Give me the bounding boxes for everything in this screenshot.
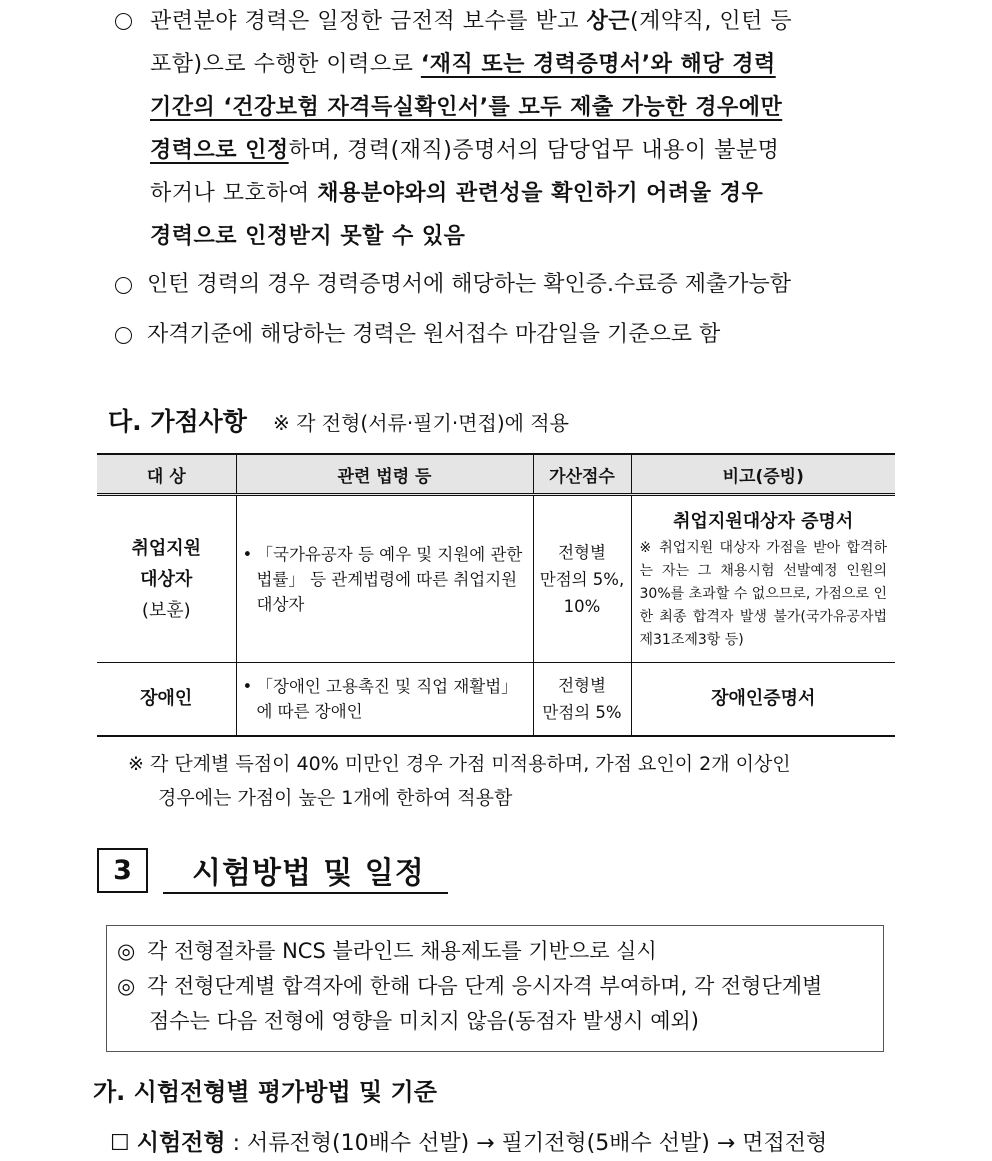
header-score: 가산점수 xyxy=(533,454,631,495)
para-line-4: 경력으로 인정하며, 경력(재직)증명서의 담당업무 내용이 불분명 xyxy=(150,138,780,163)
para-line-6: 경력으로 인정받지 못할 수 있음 xyxy=(150,224,466,249)
qualification-date-note: 자격기준에 해당하는 경력은 원서접수 마감일을 기준으로 함 xyxy=(147,322,721,347)
score-cell: 전형별 만점의 5% xyxy=(533,663,631,736)
title-underline xyxy=(163,892,448,894)
checkbox-square-icon: ☐ xyxy=(110,1131,130,1156)
notice-item: ◎ 각 전형단계별 합격자에 한해 다음 단계 응시자격 부여하며, 각 전형단계별 xyxy=(117,969,883,1004)
exam-steps: : 서류전형(10배수 선발) → 필기전형(5배수 선발) → 면접전형 xyxy=(225,1131,828,1156)
header-target: 대 상 xyxy=(97,454,236,495)
law-cell: • 「국가유공자 등 예우 및 지원에 관한 법률」 등 관계법령에 따른 취업지원 대상자 xyxy=(236,495,533,663)
bonus-heading xyxy=(108,402,569,438)
bonus-table xyxy=(97,453,895,737)
target-cell: 취업지원 대상자 (보훈) xyxy=(97,495,236,663)
intern-career-note: 인턴 경력의 경우 경력증명서에 해당하는 확인증.수료증 제출가능함 xyxy=(147,272,792,297)
career-paragraph xyxy=(150,0,898,258)
header-note: 비고(증빙) xyxy=(631,454,895,495)
para-line-3: 기간의 ‘건강보험 자격득실확인서’를 모두 제출 가능한 경우에만 xyxy=(150,95,783,120)
header-law: 관련 법령 등 xyxy=(236,454,533,495)
bullet-dot-icon: • xyxy=(242,676,253,696)
para-line-2: 포함)으로 수행한 이력으로 ‘재직 또는 경력증명서’와 해당 경력 xyxy=(150,52,776,77)
notice-item: ◎ 각 전형절차를 NCS 블라인드 채용제도를 기반으로 실시 xyxy=(117,934,883,969)
bonus-footnote: ※ 각 단계별 득점이 40% 미만인 경우 가점 미적용하며, 가점 요인이 2개 이상인 경우에는 가점이 높은 1개에 한하여 적용함 xyxy=(128,753,791,809)
sub-heading: 가. 시험전형별 평가방법 및 기준 xyxy=(93,1078,437,1106)
para-line-5: 하거나 모호하여 채용분야와의 관련성을 확인하기 어려울 경우 xyxy=(150,181,764,206)
target-cell: 장애인 xyxy=(97,663,236,736)
table-header-row xyxy=(97,454,895,495)
section-title: 시험방법 및 일정 xyxy=(192,856,425,891)
bonus-heading-note: ※ 각 전형(서류·필기·면접)에 적용 xyxy=(272,411,569,435)
law-cell: • 「장애인 고용촉진 및 직업 재활법」에 따른 장애인 xyxy=(236,663,533,736)
circle-bullet-icon xyxy=(115,13,132,30)
table-row xyxy=(97,663,895,736)
bullet-dot-icon: • xyxy=(242,544,253,564)
circle-bullet-icon xyxy=(115,327,132,344)
exam-sequence xyxy=(110,1124,827,1157)
note-cell: 취업지원대상자 증명서 ※ 취업지원 대상자 가점을 받아 합격하는 자는 그 채용시험 선발예정 인원의 30%를 초과할 수 없으므로, 가점으로 인한 최종 합격자 발생 불가(국가유공자법 제31조제3항 등) xyxy=(631,495,895,663)
double-circle-icon: ◎ xyxy=(117,939,136,963)
notice-item-continuation: 점수는 다음 전형에 영향을 미치지 않음(동점자 발생시 예외) xyxy=(149,1009,699,1033)
table-row xyxy=(97,495,895,663)
exam-label: 시험전형 xyxy=(136,1130,226,1156)
section-number-box: 3 xyxy=(97,848,148,893)
double-circle-icon: ◎ xyxy=(117,974,136,998)
score-cell: 전형별 만점의 5%, 10% xyxy=(533,495,631,663)
para-line-1: 관련분야 경력은 일정한 금전적 보수를 받고 상근(계약직, 인턴 등 xyxy=(150,9,793,34)
bonus-heading-title: 다. 가점사항 xyxy=(108,407,247,436)
notice-box xyxy=(106,925,884,1052)
note-cell: 장애인증명서 xyxy=(631,663,895,736)
circle-bullet-icon xyxy=(115,277,132,294)
